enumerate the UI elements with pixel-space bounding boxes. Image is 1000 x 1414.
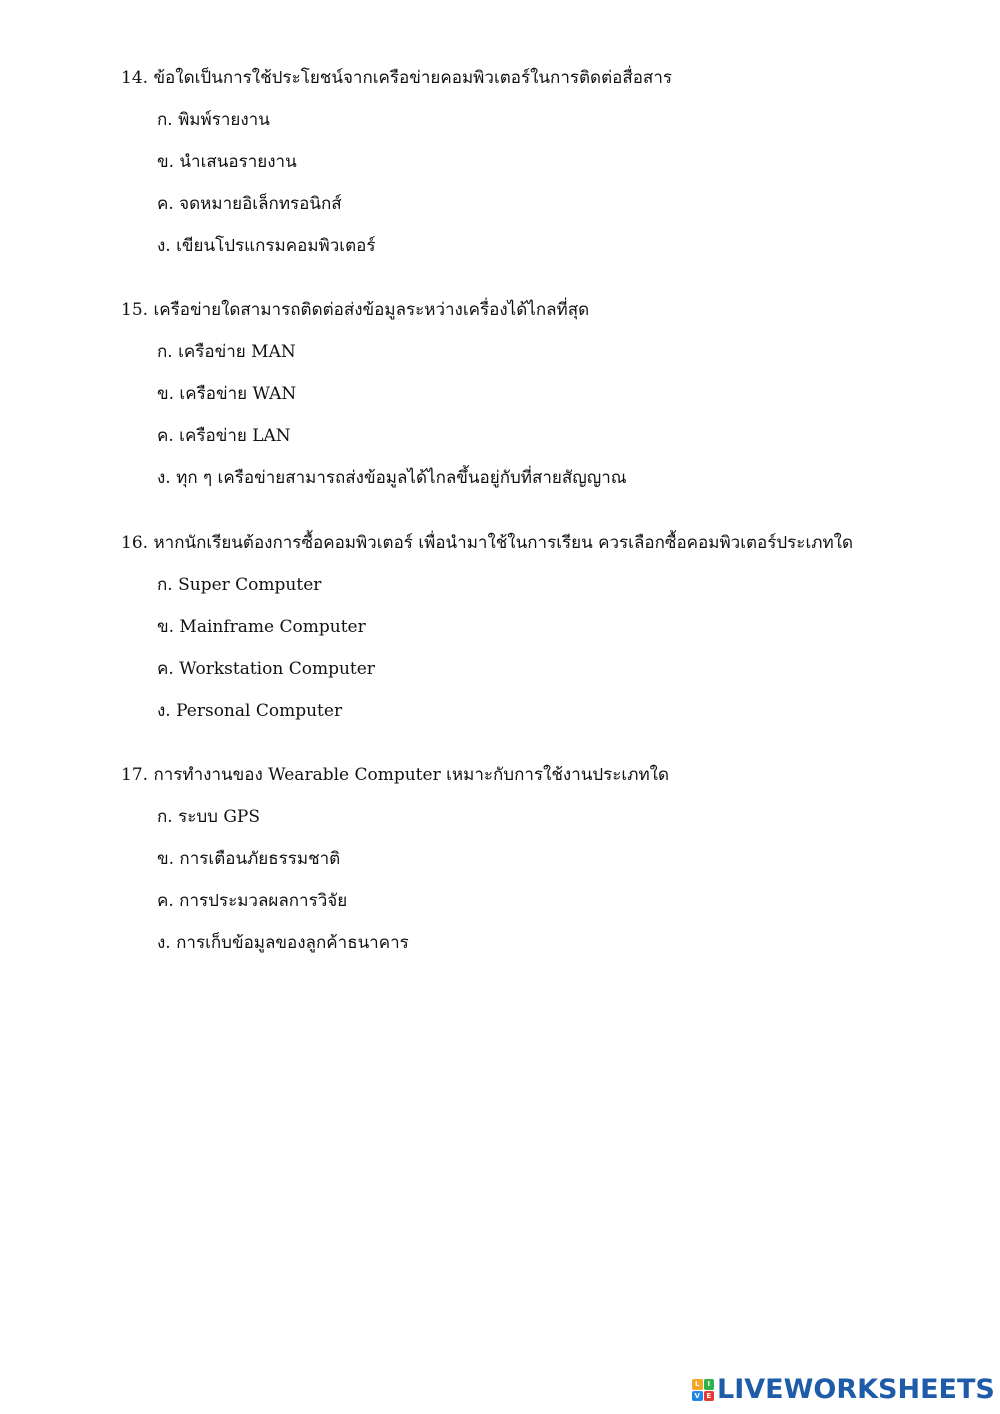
logo-mark-letter: I [704,1379,715,1390]
answer-option[interactable]: ข. นำเสนอรายงาน [157,152,297,172]
answer-option[interactable]: ข. Mainframe Computer [157,617,366,637]
answer-option[interactable]: ง. Personal Computer [157,701,343,721]
answer-option[interactable]: ก. Super Computer [157,575,322,595]
answer-option[interactable]: ค. จดหมายอิเล็กทรอนิกส์ [157,194,342,214]
answer-option[interactable]: ง. เขียนโปรแกรมคอมพิวเตอร์ [157,236,376,256]
question-15 [121,299,981,489]
answer-option[interactable]: ข. การเตือนภัยธรรมชาติ [157,849,341,869]
answer-option[interactable]: ค. การประมวลผลการวิจัย [157,891,348,911]
answer-option[interactable]: ค. Workstation Computer [157,659,375,679]
answer-option[interactable]: ก. ระบบ GPS [157,807,261,827]
logo-mark-letter: L [692,1379,703,1390]
logo-text: LIVEWORKSHEETS [717,1374,995,1405]
question-text: 14. ข้อใดเป็นการใช้ประโยชน์จากเครือข่ายคอมพิวเตอร์ในการติดต่อสื่อสาร [121,68,672,88]
logo-mark-letter: E [704,1391,715,1402]
logo-mark-icon [692,1379,714,1401]
answer-option[interactable]: ค. เครือข่าย LAN [157,426,291,446]
answer-option[interactable]: ก. พิมพ์รายงาน [157,110,270,130]
question-14 [121,67,981,257]
liveworksheets-logo [692,1375,995,1405]
question-17 [121,764,981,954]
question-text: 15. เครือข่ายใดสามารถติดต่อส่งข้อมูลระหว่างเครื่องได้ไกลที่สุด [121,300,590,320]
question-text: 16. หากนักเรียนต้องการซื้อคอมพิวเตอร์ เพื่อนำมาใช้ในการเรียน ควรเลือกซื้อคอมพิวเตอร์ประเภทใด [121,533,854,553]
logo-mark-letter: V [692,1391,703,1402]
question-text: 17. การทำงานของ Wearable Computer เหมาะกับการใช้งานประเภทใด [121,765,669,785]
question-16 [121,532,981,722]
answer-option[interactable]: ง. ทุก ๆ เครือข่ายสามารถส่งข้อมูลได้ไกลขึ้นอยู่กับที่สายสัญญาณ [157,468,627,488]
answer-option[interactable]: ก. เครือข่าย MAN [157,342,296,362]
answer-option[interactable]: ข. เครือข่าย WAN [157,384,297,404]
answer-option[interactable]: ง. การเก็บข้อมูลของลูกค้าธนาคาร [157,933,409,953]
